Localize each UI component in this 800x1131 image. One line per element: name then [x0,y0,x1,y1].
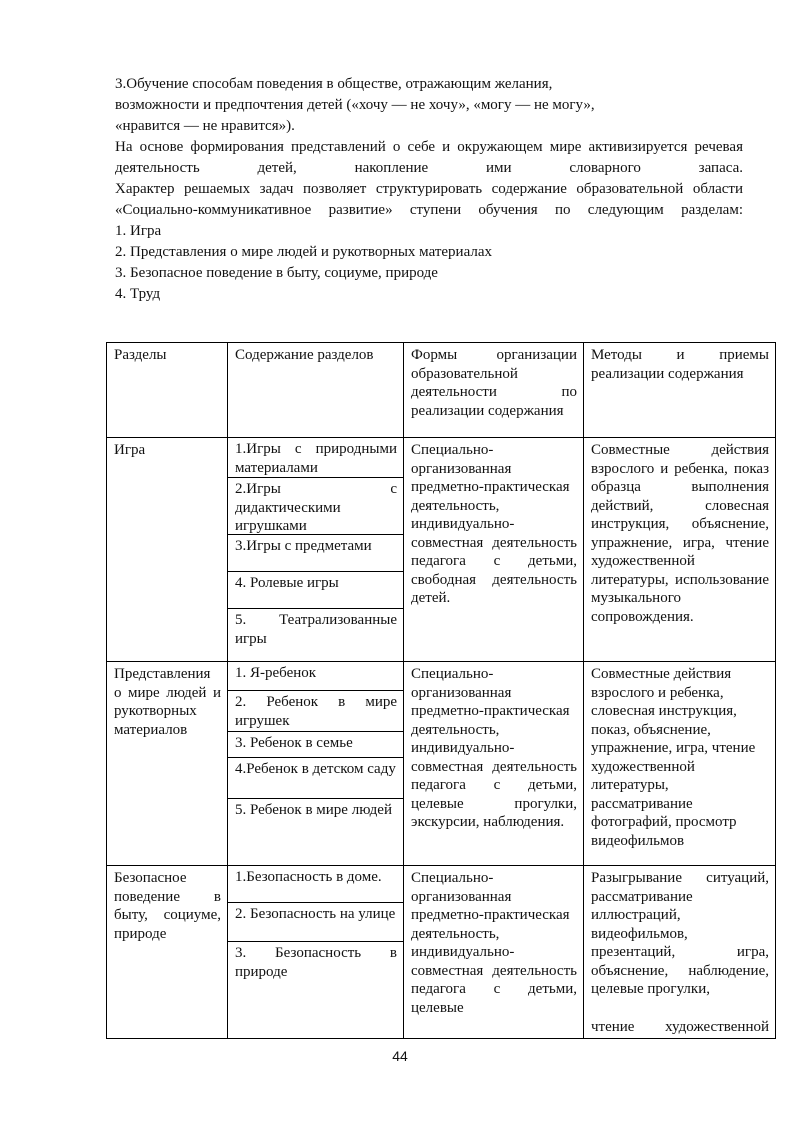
intro-paragraph: На основе формирования представлений о себе и окружающем мире активизируется речевая деятельность детей, накопление ими словарного запаса. [115,139,743,176]
methods-text-continued: чтение художественной [591,1018,769,1035]
content-item: 3.Игры с предметами [228,535,403,572]
table-row [107,866,776,1039]
table-row [107,662,776,866]
forms-cell: Специально-организованная предметно-практическая деятельность, индивидуально-совместная деятельность педагога с детьми, целевые [404,866,584,1039]
content-item: 4. Ролевые игры [228,572,403,609]
content-cell [228,866,404,1039]
methods-text: Разыгрывание ситуаций, рассматривание иллюстраций, видеофильмов, презентаций, игра, объяснение, наблюдение, целевые прогулки, [591,870,769,997]
list-item: 4. Труд [115,286,161,302]
page-number: 44 [392,1048,408,1064]
table-header-row [107,343,776,438]
content-item: 5. Театрализованные игры [235,612,397,647]
methods-cell: Совместные действия взрослого и ребенка, словесная инструкция, показ, объяснение, упражнение, игра, чтение художественной литературы, рассматривание фотографий, просмотр видеофильмов [584,662,776,866]
intro-text [115,74,743,305]
content-item: 2. Ребенок в мире игрушек [228,691,403,732]
content-item: 1.Безопасность в доме. [228,866,403,903]
header-sections: Разделы [107,343,228,438]
content-item: 4.Ребенок в детском саду [228,758,403,799]
intro-line: «нравится — не нравится»). [115,118,295,134]
content-item: 3. Безопасность в природе [235,945,397,980]
content-item: 1. Я-ребенок [228,662,403,691]
content-item: 3. Ребенок в семье [228,732,403,758]
methods-cell: Совместные действия взрослого и ребенка, показ образца выполнения действий, словесная инструкция, объяснение, упражнение, игра, чтение художественной литературы, использование музыкального сопровождения. [584,438,776,662]
list-item: 3. Безопасное поведение в быту, социуме, природе [115,265,438,281]
content-cell [228,438,404,662]
content-item: 1.Игры с природными материалами [228,438,403,478]
header-forms: Формы организации образовательной деятельности по реализации содержания [404,343,584,438]
content-item: 2.Игры с дидактическими игрушками [228,478,403,535]
forms-cell: Специально-организованная предметно-практическая деятельность, индивидуально-совместная деятельность педагога с детьми, свободная деятельность детей. [404,438,584,662]
list-item: 1. Игра [115,223,162,239]
header-content: Содержание разделов [228,343,404,438]
sections-table [106,342,776,1039]
intro-paragraph: Характер решаемых задач позволяет структурировать содержание образовательной области «Социально-коммуникативное развитие» ступени обучения по следующим разделам: [115,181,743,218]
section-cell: Представления о мире людей и рукотворных материалов [107,662,228,866]
content-cell [228,662,404,866]
header-methods: Методы и приемы реализации содержания [584,343,776,438]
intro-line: возможности и предпочтения детей («хочу — не хочу», «могу — не могу», [115,97,595,113]
methods-cell [584,866,776,1039]
content-item: 5. Ребенок в мире людей [235,802,392,818]
content-item: 2. Безопасность на улице [228,903,403,942]
intro-line: 3.Обучение способам поведения в обществе, отражающим желания, [115,76,553,92]
table-row [107,438,776,662]
list-item: 2. Представления о мире людей и рукотворных материалах [115,244,493,260]
forms-cell: Специально-организованная предметно-практическая деятельность, индивидуально-совместная деятельность педагога с детьми, целевые прогулки, экскурсии, наблюдения. [404,662,584,866]
section-cell: Безопасное поведение в быту, социуме, природе [107,866,228,1039]
section-cell: Игра [107,438,228,662]
